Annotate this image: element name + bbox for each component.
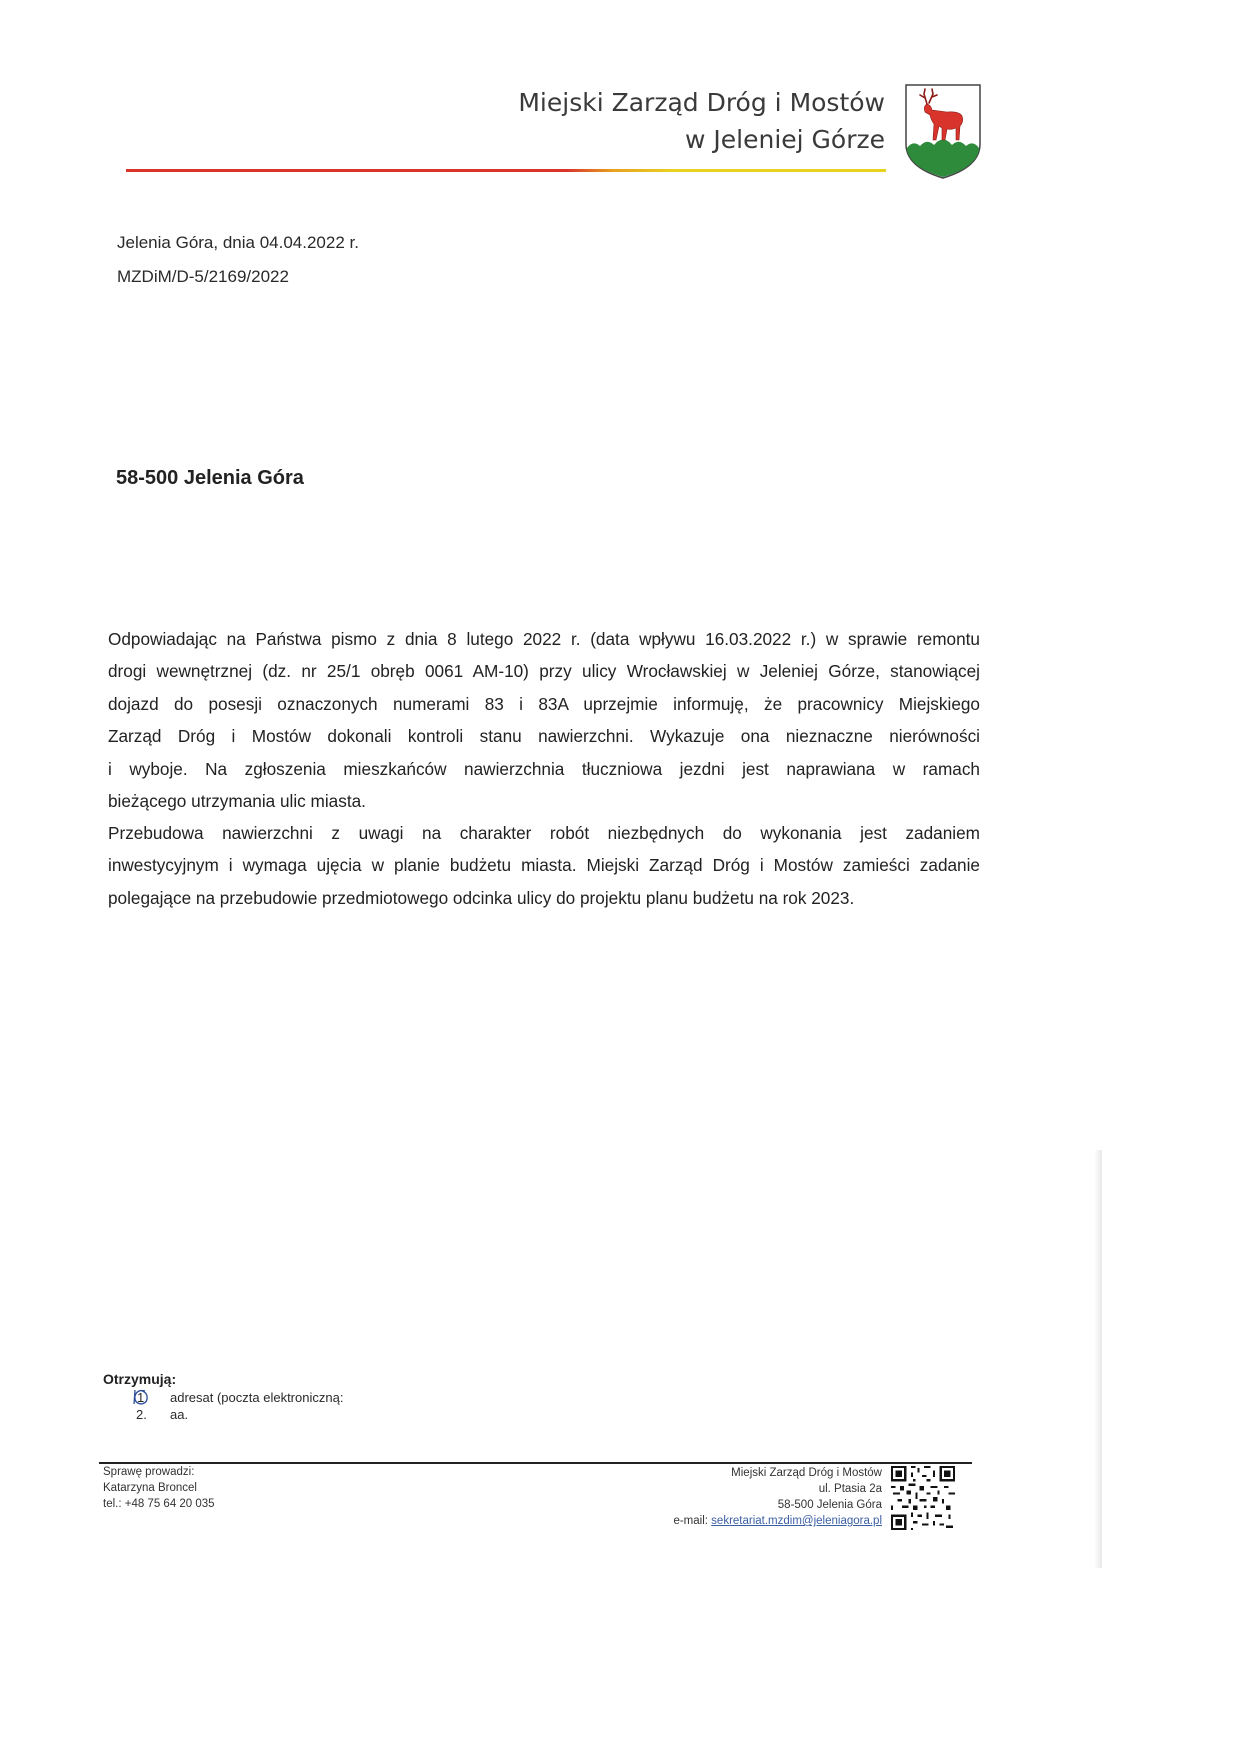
distribution-item: aa.: [170, 1407, 189, 1422]
text-line: drogi wewnętrznej (dz. nr 25/1 obręb 0061 AM-10) przy ulicy Wrocławskiej w Jeleniej Górze, stanowiącej: [108, 661, 980, 682]
scan-edge-shadow: [1094, 1150, 1102, 1568]
footer-street: ul. Ptasia 2a: [818, 1483, 882, 1495]
text-line: polegające na przebudowie przedmiotowego odcinka ulicy do projektu planu budżetu na rok 2023.: [108, 887, 855, 908]
organization-name: Miejski Zarząd Dróg i Mostów: [518, 88, 885, 117]
handler-name: Katarzyna Broncel: [103, 1482, 197, 1494]
organization-city: w Jeleniej Górze: [685, 125, 885, 154]
letter-date: Jelenia Góra, dnia 04.04.2022 r.: [117, 233, 359, 252]
text-line: dojazd do posesji oznaczonych numerami 83 i 83A uprzejmie informuję, że pracownicy Miejskiego: [108, 693, 980, 714]
email-label: e-mail:: [673, 1515, 708, 1527]
text-line: Przebudowa nawierzchni z uwagi na charakter robót niezbędnych do wykonania jest zadaniem: [108, 823, 980, 843]
footer-city: 58-500 Jelenia Góra: [777, 1499, 882, 1511]
handler-phone: tel.: +48 75 64 20 035: [103, 1498, 215, 1510]
text-line: inwestycyjnym i wymaga ujęcia w planie budżetu miasta. Miejski Zarząd Dróg i Mostów zamieści zadanie: [108, 855, 980, 876]
footer-contact: [103, 1464, 215, 1512]
coat-of-arms-deer-icon: [903, 82, 983, 180]
qr-code-icon: [891, 1466, 955, 1530]
text-line: bieżącego utrzymania ulic miasta.: [108, 791, 366, 812]
body-paragraph-1: [108, 623, 980, 817]
recipient-city: 58-500 Jelenia Góra: [116, 467, 304, 489]
distribution-item: adresat (poczta elektroniczną:: [170, 1390, 344, 1405]
footer-address: [673, 1465, 882, 1529]
text-line: Odpowiadając na Państwa pismo z dnia 8 lutego 2022 r. (data wpływu 16.03.2022 r.) w sprawie remontu: [108, 629, 980, 649]
distribution-item-number: 1: [137, 1390, 145, 1405]
reference-number: MZDiM/D-5/2169/2022: [117, 267, 289, 286]
text-line: Zarząd Dróg i Mostów dokonali kontroli stanu nawierzchni. Wykazuje ona nieznaczne nierówności: [108, 726, 980, 747]
distribution-item-number: 2.: [136, 1407, 147, 1422]
header-divider: [126, 169, 886, 172]
body-paragraph-2: [108, 817, 980, 914]
distribution-heading: Otrzymują:: [103, 1371, 177, 1387]
text-line: i wyboje. Na zgłoszenia mieszkańców nawierzchnia tłuczniowa jezdni jest naprawiana w ramach: [108, 758, 980, 779]
handled-by-label: Sprawę prowadzi:: [103, 1466, 195, 1478]
footer-divider: [99, 1462, 972, 1464]
footer-email-row: [673, 1513, 882, 1529]
footer-org-name: Miejski Zarząd Dróg i Mostów: [731, 1467, 882, 1479]
email-link[interactable]: sekretariat.mzdim@jeleniagora.pl: [711, 1515, 882, 1527]
